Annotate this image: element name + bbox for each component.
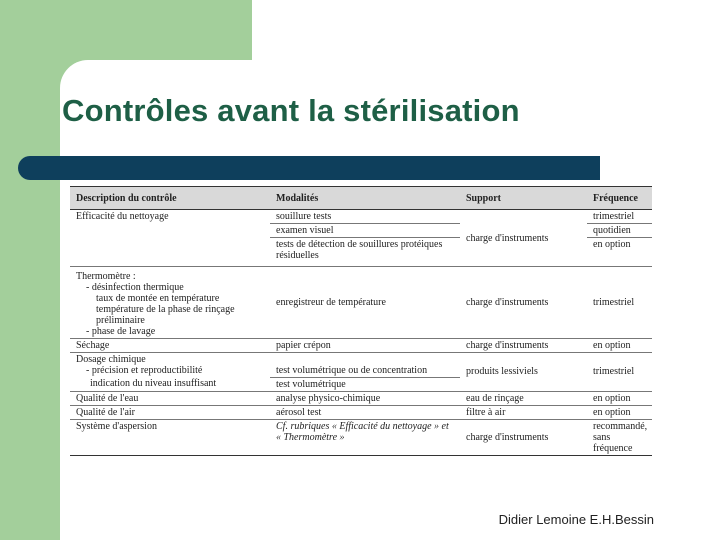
cell-frequence: en option xyxy=(587,339,652,353)
table-row xyxy=(70,405,652,419)
table-row xyxy=(70,419,652,455)
cell-support: charge d'instruments xyxy=(460,339,587,353)
header-description: Description du contrôle xyxy=(70,187,270,210)
controls-table xyxy=(70,186,652,501)
header-frequence: Fréquence xyxy=(587,187,652,210)
dosage-item: - précision et reproductibilité xyxy=(86,365,203,376)
cell-support: charge d'instruments xyxy=(460,210,587,267)
cell-modalite: test volumétrique ou de concentration xyxy=(270,353,460,378)
thermo-item: température de la phase de rinçage préliminaire xyxy=(96,304,235,326)
cell-frequence: quotidien xyxy=(587,224,652,238)
cell-modalite: papier crépon xyxy=(270,339,460,353)
cell-modalite: Cf. rubriques « Efficacité du nettoyage » et « Thermomètre » xyxy=(276,420,449,443)
green-decor-left xyxy=(0,0,60,540)
cell-description: Qualité de l'eau xyxy=(70,391,270,405)
table-row xyxy=(70,339,652,353)
table-row xyxy=(70,210,652,224)
table-row xyxy=(70,267,652,339)
cell-modalite: test volumétrique xyxy=(270,377,460,391)
cell-support: eau de rinçage xyxy=(460,391,587,405)
cell-support: filtre à air xyxy=(460,405,587,419)
cell-frequence: trimestriel xyxy=(587,210,652,224)
cell-description: Qualité de l'air xyxy=(70,405,270,419)
cell-support: produits lessiviels xyxy=(460,353,587,392)
thermo-item: - phase de lavage xyxy=(86,326,156,337)
dosage-label: Dosage chimique xyxy=(76,354,146,365)
table-row xyxy=(70,391,652,405)
cell-description: indication du niveau insuffisant xyxy=(70,377,270,391)
cell-nettoyage: Efficacité du nettoyage xyxy=(70,210,270,267)
footer-author: Didier Lemoine E.H.Bessin xyxy=(498,512,654,527)
thermo-item: taux de montée en température xyxy=(96,293,220,304)
cell-modalite: souillure tests xyxy=(270,210,460,224)
cell-description xyxy=(70,353,270,378)
cell-frequence: trimestriel xyxy=(587,267,652,339)
cell-frequence: en option xyxy=(587,238,652,267)
header-support: Support xyxy=(460,187,587,210)
cell-description xyxy=(70,267,270,339)
cell-modalite: analyse physico-chimique xyxy=(270,391,460,405)
cell-support: charge d'instruments xyxy=(466,431,549,443)
cell-frequence: recommandé, sans fréquence xyxy=(593,420,648,454)
header-modalites: Modalités xyxy=(270,187,460,210)
cell-frequence: en option xyxy=(587,391,652,405)
slide-title: Contrôles avant la stérilisation xyxy=(62,93,520,128)
table-header-row xyxy=(70,187,652,210)
thermo-label: Thermomètre : xyxy=(76,271,136,282)
title-underline-bar xyxy=(18,156,600,180)
cell-frequence: en option xyxy=(587,405,652,419)
cell-modalite: tests de détection de souillures protéiques résiduelles xyxy=(270,238,460,267)
cell-modalite: aérosol test xyxy=(270,405,460,419)
thermo-item: - désinfection thermique xyxy=(86,282,184,293)
cell-support: charge d'instruments xyxy=(460,267,587,339)
cell-frequence: trimestriel xyxy=(587,353,652,392)
cell-description: Système d'aspersion xyxy=(76,420,157,432)
table-row xyxy=(70,353,652,378)
cell-modalite: examen visuel xyxy=(270,224,460,238)
cell-modalite: enregistreur de température xyxy=(270,267,460,339)
cell-description: Séchage xyxy=(70,339,270,353)
